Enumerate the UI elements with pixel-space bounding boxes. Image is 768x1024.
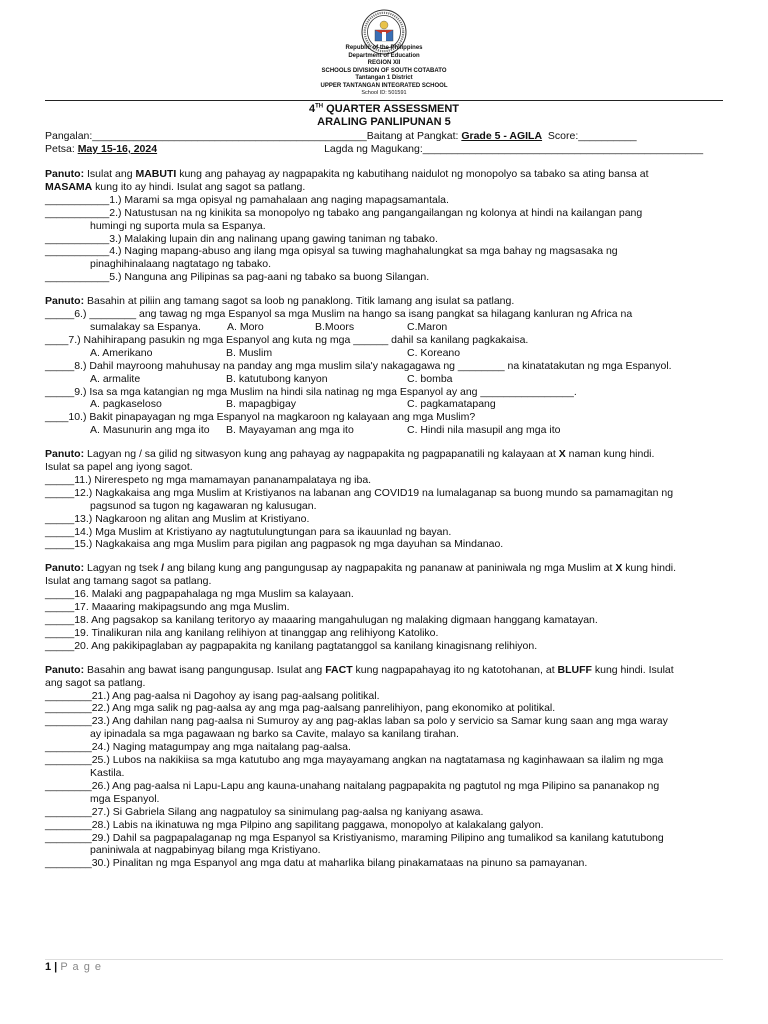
question-item: _____6.) ________ ang tawag ng mga Espanyol sa mga Muslim na hango sa isang pangkat sa hilagang kanluran ng Africa na (45, 308, 633, 321)
instruction-text: kung hindi. (622, 562, 677, 575)
panuto-label: Panuto: (45, 295, 85, 308)
question-continuation: pinaghihinalaang nagtatago ng tabako. (90, 258, 271, 271)
footer-divider (45, 959, 723, 960)
question-item: ________24.) Naging matagumpay ang mga naitalang pag-aalsa. (45, 741, 351, 754)
school-id: School ID: 501591 (361, 90, 407, 96)
header-divider (45, 100, 723, 101)
panuto-label: Panuto: (45, 168, 85, 180)
instruction-5 (45, 664, 735, 690)
choice-row (45, 398, 735, 411)
instruction-2 (45, 295, 735, 308)
info-row-1 (45, 130, 637, 142)
instruction-text: Lagyan ng tsek (84, 562, 162, 575)
question-continuation: Kastila. (90, 766, 125, 779)
question-item: _____11.) Nirerespeto ng mga mamamayan pananampalataya ng iba. (45, 473, 372, 486)
school-header (250, 45, 518, 98)
choice-c: C. bomba (407, 372, 453, 385)
question-item: _____13.) Nagkaroon ng alitan ang Muslim at Kristiyano. (45, 512, 310, 525)
header-line: REGION XII (367, 60, 401, 66)
instruction-text: Basahin ang bawat isang pangungusap. Isulat ang (84, 663, 326, 676)
question-item: ________25.) Lubos na nakikiisa sa mga katutubo ang mga mayayamang angkan na nagtatamasa ng kaginhawaan sa ilalim ng mga (45, 754, 664, 767)
choice-a: A. armalite (90, 372, 141, 385)
grade-value: Grade 5 - AGILA (461, 130, 543, 142)
header-line: Republic of the Philippines (345, 45, 423, 51)
choice-a: A. Masunurin ang mga ito (90, 424, 210, 437)
title-text: QUARTER ASSESSMENT (323, 103, 459, 115)
instruction-text: kung nagpapahayag ito ng katotohanan, at (352, 663, 558, 676)
question-item: ___________4.) Naging mapang-abuso ang ilang mga opisyal sa tuwing maghahalungkat sa mga bahay ng magsasaka ng (45, 245, 618, 258)
header-line: Department of Education (348, 52, 420, 59)
page-label: P a g e (60, 961, 102, 973)
question-continuation: paniniwala at nagpabinyag bilang mga Kristiyano. (90, 844, 321, 857)
question-item: ________27.) Si Gabriela Silang ang nagpatuloy sa sinimulang pag-aalsa ng kaniyang asawa. (45, 805, 484, 818)
instruction-text: ang sagot sa patlang. (45, 676, 146, 689)
header-line: SCHOOLS DIVISION OF SOUTH COTABATO (321, 67, 447, 74)
instruction-keyword: X (558, 448, 566, 461)
question-item: ________26.) Ang pag-aalsa ni Lapu-Lapu ang kauna-unahang naitalang pagpapakita ng pagtutol ng mga Pilipino sa pananakop ng (45, 779, 660, 792)
instruction-text: Lagyan ng / sa gilid ng sitwasyon kung ang pahayag ay nagpapakita ng pagpapanatili ng kalayaan at (84, 448, 559, 461)
choice-c: C. Hindi nila masupil ang mga ito (407, 424, 561, 437)
question-continuation: sumalakay sa Espanya. (90, 320, 201, 333)
choice-a: A. Moro (227, 320, 264, 333)
question-item: _____8.) Dahil mayroong mahuhusay na panday ang mga muslim sila'y nakagagawa ng ________ na kinatatakutan ng mga Espanyol. (45, 359, 672, 372)
question-item: ___________5.) Nanguna ang Pilipinas sa pag-aani ng tabako sa buong Silangan. (45, 271, 430, 284)
question-item: _____15.) Nagkakaisa ang mga Muslim para pigilan ang pagpasok ng mga dayuhan sa Mindanao. (45, 538, 504, 551)
choice-c: C. pagkamatapang (407, 398, 496, 411)
question-item: ________21.) Ang pag-aalsa ni Dagohoy ay isang pag-aalsang politikal. (45, 689, 380, 702)
question-item: ________23.) Ang dahilan nang pag-aalsa ni Sumuroy ay ang pag-aklas laban sa polo y servicio sa Samar kung saan ang mga waray (45, 715, 668, 728)
panuto-label: Panuto: (45, 562, 85, 575)
choice-a: A. Amerikano (90, 346, 153, 359)
grade-label: Baitang at Pangkat: (366, 130, 462, 142)
header-line: Tantangan 1 District (355, 75, 413, 81)
question-item: _____14.) Mga Muslim at Kristiyano ay nagtutulungtungan para sa ikauunlad ng bayan. (45, 525, 452, 538)
choice-c: C. Koreano (407, 346, 461, 359)
subject-title: ARALING PANLIPUNAN 5 (317, 116, 451, 128)
title-superscript: TH (315, 103, 324, 110)
title-number: 4 (308, 103, 316, 115)
question-continuation: pagsunod sa tugon ng kagawaran ng kalusugan. (90, 499, 317, 512)
panuto-label: Panuto: (45, 448, 85, 461)
question-item: _____19. Tinalikuran nila ang kanilang relihiyon at tinanggap ang relihiyong Katoliko. (45, 626, 439, 639)
choice-row (45, 373, 735, 386)
question-item: _____16. Malaki ang pagpapahalaga ng mga Muslim sa kalayaan. (45, 588, 354, 601)
choice-row (45, 347, 735, 360)
choice-row (45, 424, 735, 437)
instruction-keyword: / (161, 562, 165, 575)
header-line: UPPER TANTANGAN INTEGRATED SCHOOL (320, 82, 448, 89)
score-field[interactable]: __________ (578, 130, 637, 142)
question-item: _____17. Maaaring makipagsundo ang mga Muslim. (45, 601, 290, 614)
choice-a: A. pagkaseloso (90, 398, 162, 411)
choice-b: B. Mayayaman ang mga ito (226, 424, 354, 437)
question-item: ________30.) Pinalitan ng mga Espanyol ang mga datu at maharlika bilang pinakamataas na pinuno sa pamayanan. (45, 857, 588, 870)
choice-b: B. mapagbigay (226, 398, 297, 411)
instruction-text: Isulat ang (84, 168, 136, 180)
signature-field[interactable]: ________________________________________________ (422, 143, 704, 155)
question-item: ___________2.) Natustusan na ng kinikita sa monopolyo ng tabako ang pangangailangan ng kolonya at hindi na kailangan pang (45, 206, 643, 219)
instruction-text: kung hindi. Isulat (591, 663, 674, 676)
choice-b: B.Moors (315, 320, 355, 333)
assessment-body (45, 168, 735, 870)
question-item: ____10.) Bakit pinapayagan ng mga Espanyol na magkaroon ng kalayaan ang mga Muslim? (45, 411, 476, 424)
choice-b: B. katutubong kanyon (226, 372, 328, 385)
name-label: Pangalan: (45, 130, 93, 142)
instruction-keyword: FACT (325, 663, 353, 676)
instruction-text: kung ito ay hindi. Isulat ang sagot sa patlang. (92, 180, 306, 193)
question-item: _____18. Ang pagsakop sa kanilang teritoryo ay maaaring mangahulugan ng malaking digmaan hanggang kamatayan. (45, 614, 598, 626)
instruction-text: Isulat ang tamang sagot sa patlang. (45, 575, 212, 588)
question-item: ________29.) Dahil sa pagpapalaganap ng mga Espanyol sa Kristiyanismo, maraming Pilipino ang tumalikod sa kanilang katutubong (45, 831, 664, 844)
page-number: 1 (45, 961, 52, 973)
choice-c: C.Maron (407, 320, 448, 333)
panuto-label: Panuto: (45, 663, 85, 676)
instruction-1 (45, 168, 735, 194)
page-footer (45, 961, 102, 973)
question-item: _____20. Ang pakikipaglaban ay pagpapakita ng kanilang pagtatanggol sa kanilang kinagisnang relihiyon. (45, 639, 538, 652)
signature-label: Lagda ng Magukang: (324, 143, 423, 155)
question-item: ________28.) Labis na ikinatuwa ng mga Pilpino ang sapilitang paggawa, monopolyo at kalakalang galyon. (45, 818, 544, 831)
instruction-text: ang bilang kung ang pangungusap ay nagpapakita ng pananaw at paniniwala ng mga Muslim at (164, 562, 616, 575)
instruction-keyword: MABUTI (135, 168, 177, 180)
question-item: ___________3.) Malaking lupain din ang nalinang upang gawing taniman ng tabako. (45, 232, 438, 245)
instruction-keyword: X (615, 562, 623, 575)
question-continuation: humingi ng suporta mula sa Espanya. (90, 219, 266, 232)
instruction-4 (45, 562, 735, 588)
name-field[interactable]: _______________________________________________ (92, 130, 367, 142)
info-row-2 (45, 143, 703, 155)
question-continuation: mga Espanyol. (90, 792, 160, 805)
instruction-keyword: MASAMA (45, 180, 93, 193)
page-separator: | (51, 961, 61, 973)
question-item: _____9.) Isa sa mga katangian ng mga Muslim na hindi sila natinag ng mga Espanyol ay ang ________________. (45, 385, 577, 398)
choice-b: B. Muslim (226, 346, 273, 359)
instruction-text: naman kung hindi. (565, 448, 655, 461)
instruction-text: Isulat sa papel ang iyong sagot. (45, 461, 193, 474)
date-label: Petsa: (45, 143, 78, 155)
instruction-keyword: BLUFF (557, 663, 592, 676)
instruction-text: kung ang pahayag ay nagpapakita ng kabutihang naidulot ng monopolyo sa tabako sa ating bansa at (176, 168, 649, 180)
question-item: ____7.) Nahihirapang pasukin ng mga Espanyol ang kuta ng mga ______ dahil sa kanilang pagkakaisa. (45, 333, 529, 346)
question-item: ________22.) Ang mga salik ng pag-aalsa ay ang mga pag-aalsang panrelihiyon, pang ekonomiko at politikal. (45, 702, 556, 715)
assessment-title (0, 103, 768, 115)
instruction-3 (45, 448, 735, 474)
question-item: _____12.) Nagkakaisa ang mga Muslim at Kristiyanos na labanan ang COVID19 na lumalaganap sa buong mundo sa pamamagitan ng (45, 486, 674, 499)
question-item: ___________1.) Marami sa mga opisyal ng pamahalaan ang naging mapagsamantala. (45, 193, 449, 206)
instruction-text: Basahin at piliin ang tamang sagot sa loob ng panaklong. Titik lamang ang isulat sa patlang. (84, 295, 515, 308)
score-label: Score: (542, 130, 579, 142)
choice-row (45, 321, 735, 334)
date-value: May 15-16, 2024 (77, 143, 158, 155)
question-continuation: ay ipinadala sa mga pagawaan ng barko sa Cavite, malayo sa kanilang tirahan. (90, 728, 459, 741)
